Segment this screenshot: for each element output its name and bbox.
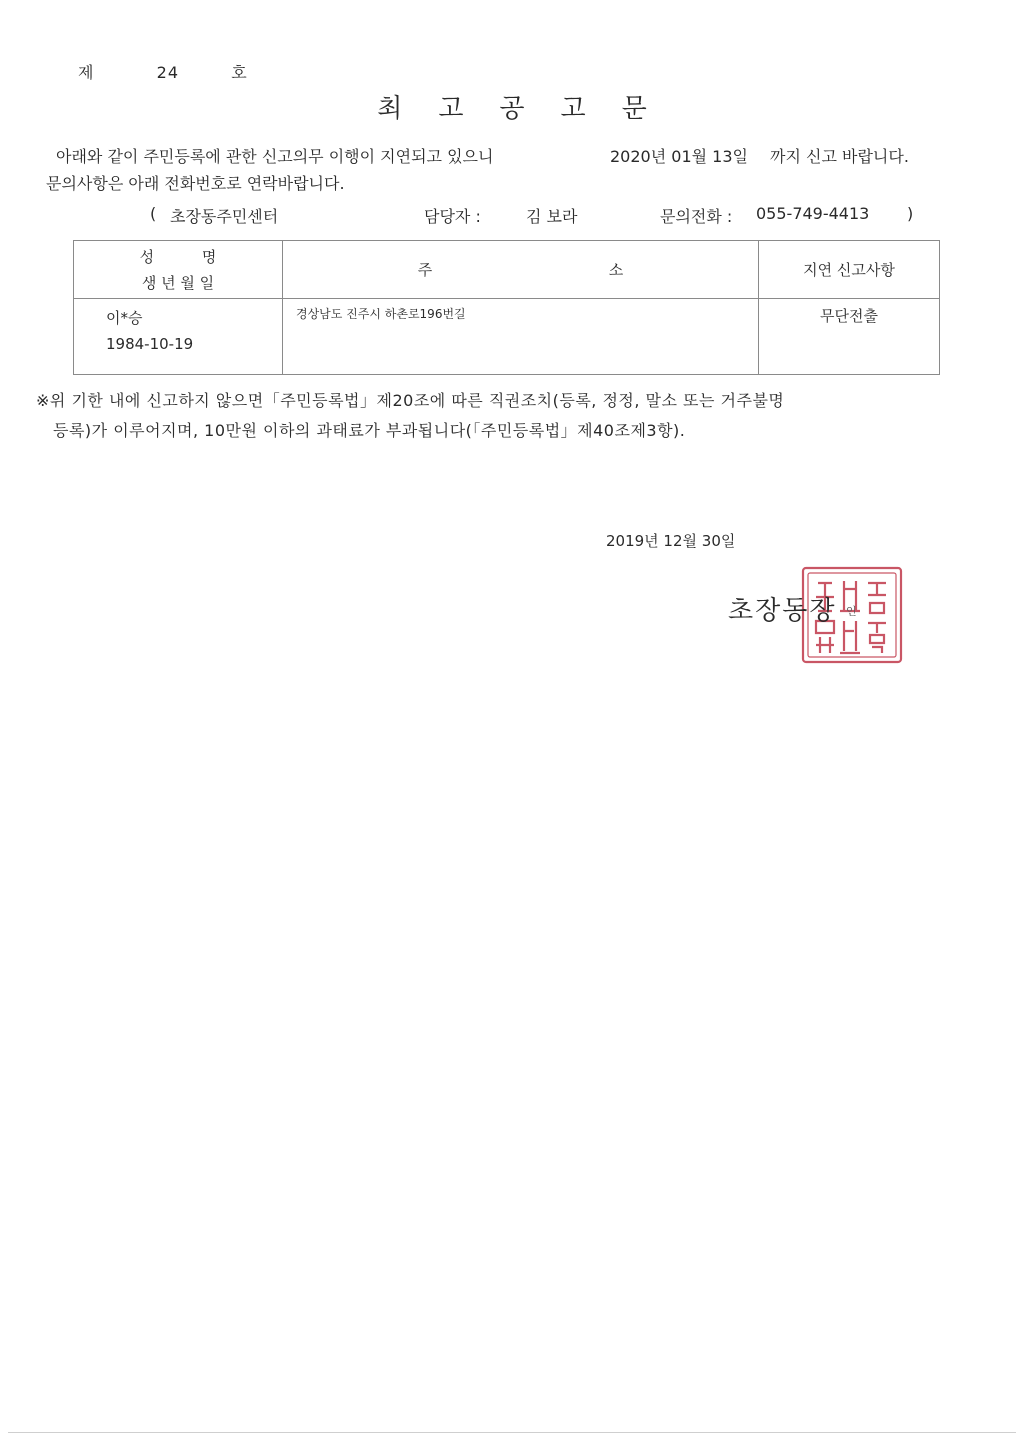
doc-no-value: 24 xyxy=(156,63,180,82)
header-name: 성 명 xyxy=(139,247,217,266)
row-birth: 1984-10-19 xyxy=(106,335,194,353)
page-title: 최고공고문 xyxy=(377,94,683,124)
table-row xyxy=(74,299,940,375)
table-header-row xyxy=(74,241,940,299)
contact-manager-name: 김 보라 xyxy=(526,207,578,226)
intro-line-1: 아래와 같이 주민등록에 관한 신고의무 이행이 지연되고 있으니 xyxy=(56,147,494,166)
seal-mark: 인 xyxy=(846,605,857,618)
signer-title: 초장동장 xyxy=(728,596,837,626)
intro-line-1-end: 까지 신고 바랍니다. xyxy=(770,147,909,166)
contact-manager-label: 담당자 : xyxy=(424,207,481,226)
page-bottom-divider xyxy=(8,1432,1016,1433)
document-number xyxy=(78,60,248,83)
row-name: 이*승 xyxy=(106,309,143,327)
header-address: 주 소 xyxy=(283,241,759,299)
records-table xyxy=(73,240,940,375)
doc-no-suffix: 호 xyxy=(231,63,248,82)
deadline-date: 2020년 01월 13일 xyxy=(610,147,748,166)
contact-phone-label: 문의전화 : xyxy=(660,207,733,226)
row-reason: 무단전출 xyxy=(759,299,940,375)
header-name-birth xyxy=(74,241,283,299)
header-reason: 지연 신고사항 xyxy=(759,241,940,299)
doc-no-prefix: 제 xyxy=(78,63,95,82)
issue-date: 2019년 12월 30일 xyxy=(606,532,736,550)
row-address: 경상남도 진주시 하촌로196번길 xyxy=(283,299,759,375)
header-birth: 생 년 월 일 xyxy=(141,273,215,292)
contact-phone: 055-749-4413 xyxy=(756,204,870,223)
intro-line-2: 문의사항은 아래 전화번호로 연락바랍니다. xyxy=(46,174,345,193)
contact-office: 초장동주민센터 xyxy=(170,207,279,226)
contact-open-paren: ( xyxy=(150,204,157,223)
cell-name-birth xyxy=(74,299,283,375)
notice-line-2: 등록)가 이루어지며, 10만원 이하의 과태료가 부과됩니다(「주민등록법」제40조제3항). xyxy=(53,421,686,440)
contact-close-paren: ) xyxy=(907,204,914,223)
notice-line-1: ※위 기한 내에 신고하지 않으면「주민등록법」제20조에 따른 직권조치(등록, 정정, 말소 또는 거주불명 xyxy=(36,391,785,410)
